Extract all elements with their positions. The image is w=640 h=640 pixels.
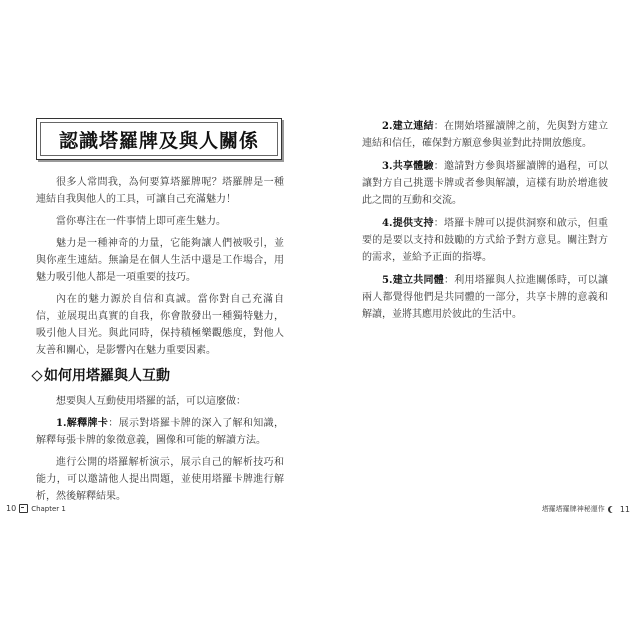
- list-item-2-term: 2.建立連結: [382, 121, 434, 132]
- list-item-2-text: ：在開始塔羅讀牌之前，先與對方建立連結和信任，確保對方願意參與並對此持開放態度。: [362, 121, 608, 149]
- list-item-5-term: 5.建立共同體: [382, 275, 445, 286]
- list-item-5: [362, 272, 608, 323]
- right-footer: [542, 504, 630, 514]
- list-item-1: [36, 415, 284, 449]
- left-chapter-label: Chapter 1: [31, 504, 66, 513]
- chapter-title: 認識塔羅牌及與人關係: [58, 129, 259, 152]
- list-item-4-term: 4.提供支持: [382, 218, 434, 229]
- closing-paragraph: 進行公開的塔羅解析演示，展示自己的解析技巧和能力，可以邀請他人提出問題，並使用塔羅卡牌進行解析，然後解釋結果。: [36, 457, 284, 502]
- right-caption: 塔羅塔羅牌神秘運作: [541, 505, 605, 513]
- list-item-4-text: ：塔羅卡牌可以提供洞察和啟示，但重要的是要以支持和鼓勵的方式給予對方意見。關注對方的需求，並給予正面的指導。: [362, 218, 608, 263]
- list-item-4: [362, 215, 608, 266]
- list-item-3-term: 3.共享體驗: [382, 161, 434, 172]
- paragraph-1: 很多人常問我，為何要算塔羅牌呢？塔羅牌是一種連結自我與他人的工具，可讓自己充滿魅力！: [36, 177, 284, 205]
- list-item-1-term: 1.解釋牌卡: [56, 418, 109, 429]
- list-item-3: [362, 158, 608, 209]
- list-item-3-text: ：邀請對方參與塔羅讀牌的過程，可以讓對方自己挑選卡牌或者參與解讀，這樣有助於增進彼此之間的互動和交流。: [362, 161, 608, 206]
- chapter-icon: [19, 504, 28, 513]
- diamond-bullet-icon: [32, 371, 40, 379]
- list-item-2: [362, 118, 608, 152]
- right-page: [362, 118, 608, 329]
- section-intro: 想要與人互動使用塔羅的話，可以這麼做：: [56, 396, 246, 407]
- paragraph-2: 當你專注在一件事情上即可產生魅力。: [56, 216, 226, 227]
- list-item-5-text: ：利用塔羅與人拉進關係時，可以讓兩人都覺得他們是共同體的一部分，共享卡牌的意義和解讀，並將其應用於彼此的生活中。: [362, 275, 608, 320]
- paragraph-4: 內在的魅力源於自信和真誠。當你對自己充滿自信，並展現出真實的自我，你會散發出一種獨特魅力，吸引他人目光。與此同時，保持積極樂觀態度，對他人友善和關心，是影響內在魅力重要因素。: [36, 294, 284, 356]
- left-footer: [6, 504, 66, 513]
- chapter-title-box: [36, 118, 282, 160]
- section-heading-text: 如何用塔羅與人互動: [44, 368, 170, 384]
- moon-icon: [610, 506, 617, 513]
- list-item-1-text: ：展示對塔羅卡牌的深入了解和知識，解釋每張卡牌的象徵意義，圖像和可能的解讀方法。: [36, 418, 284, 446]
- paragraph-3: 魅力是一種神奇的力量，它能夠讓人們被吸引，並與你產生連結。無論是在個人生活中還是工作場合，用魅力吸引他人都是一項重要的技巧。: [36, 238, 284, 283]
- right-page-number: 11: [619, 504, 630, 514]
- left-page-number: 10: [6, 504, 17, 513]
- section-heading: [32, 365, 284, 385]
- left-page: [36, 118, 284, 510]
